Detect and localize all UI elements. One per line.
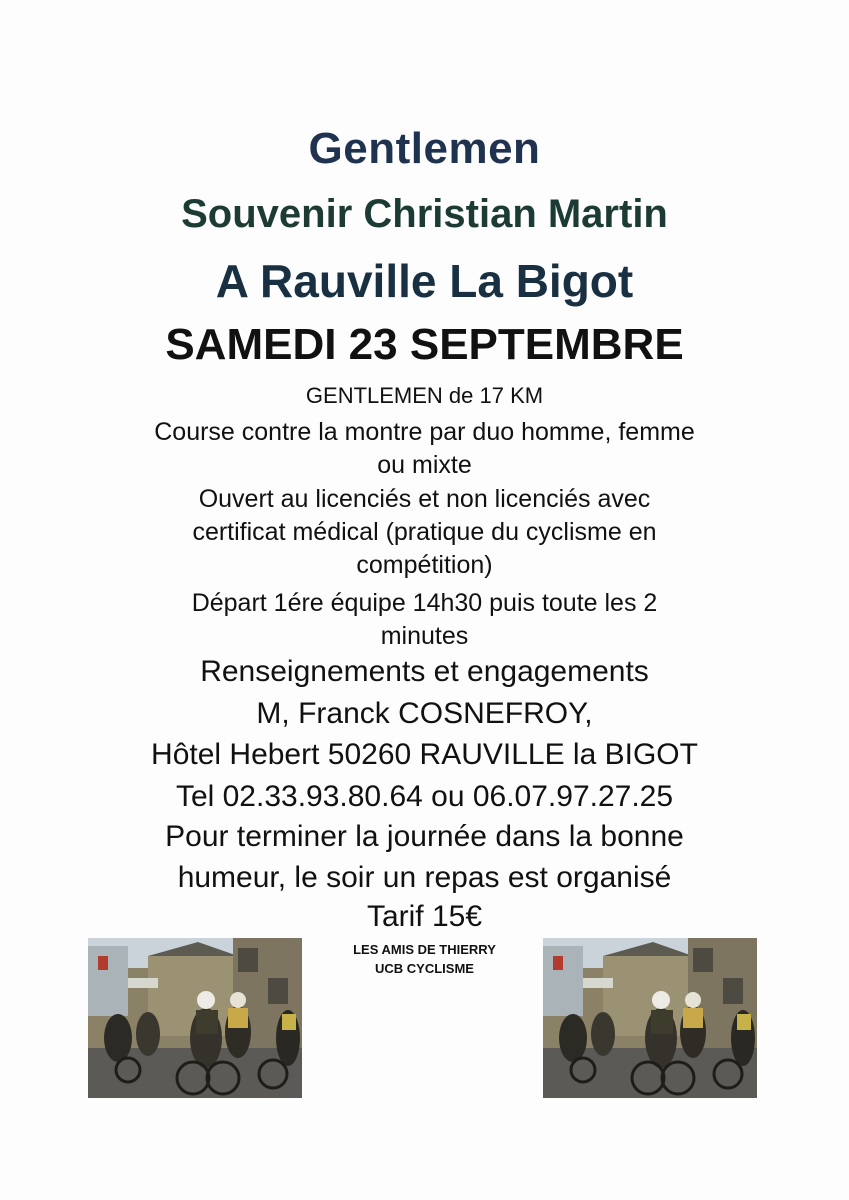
- contact-name: M, Franck COSNEFROY,: [256, 697, 593, 730]
- event-subtitle: Souvenir Christian Martin: [181, 192, 668, 236]
- cyclists-photo-left: [88, 938, 302, 1098]
- start-line-2: minutes: [380, 622, 469, 650]
- eligibility-line-3: compétition): [356, 551, 493, 579]
- cyclists-photo-right: [543, 938, 757, 1098]
- dinner-line-2: humeur, le soir un repas est organisé: [177, 861, 672, 894]
- event-location: A Rauville La Bigot: [215, 255, 634, 307]
- event-date: SAMEDI 23 SEPTEMBRE: [165, 320, 684, 369]
- contact-address: Hôtel Hebert 50260 RAUVILLE la BIGOT: [151, 738, 698, 771]
- event-title: Gentlemen: [308, 124, 541, 173]
- eligibility-line-2: certificat médical (pratique du cyclisme en: [192, 518, 657, 546]
- organizer-line-1: LES AMIS DE THIERRY: [353, 942, 496, 957]
- price: Tarif 15€: [366, 900, 483, 933]
- description-line-1: Course contre la montre par duo homme, femme: [154, 418, 695, 446]
- eligibility-line-1: Ouvert au licenciés et non licenciés avec: [198, 485, 651, 513]
- organizer-line-2: UCB CYCLISME: [375, 961, 474, 976]
- description-line-2: ou mixte: [377, 451, 472, 479]
- contact-heading: Renseignements et engagements: [200, 655, 649, 688]
- start-line-1: Départ 1ére équipe 14h30 puis toute les 2: [191, 589, 658, 617]
- event-distance: GENTLEMEN de 17 KM: [305, 383, 544, 408]
- contact-phone: Tel 02.33.93.80.64 ou 06.07.97.27.25: [175, 780, 674, 813]
- dinner-line-1: Pour terminer la journée dans la bonne: [165, 820, 684, 853]
